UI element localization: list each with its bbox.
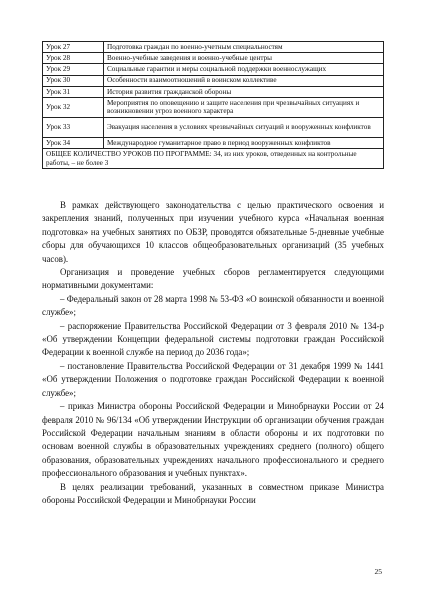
lesson-number: Урок 28 <box>43 53 104 64</box>
lesson-topic: Мероприятия по оповещению и защите населения при чрезвычайных ситуациях и возникновении угроз военного характера <box>104 97 384 117</box>
lesson-topic: Социальные гарантии и меры социальной поддержки военнослужащих <box>104 64 384 75</box>
table-row <box>43 64 384 75</box>
lesson-number: Урок 30 <box>43 75 104 86</box>
paragraph: Организация и проведение учебных сборов регламентируется следующими нормативными документами: <box>42 267 384 291</box>
lesson-topic: Особенности взаимоотношений в воинском коллективе <box>104 75 384 86</box>
lesson-topic: Международное гуманитарное право в период вооруженных конфликтов <box>104 137 384 148</box>
table-row <box>43 117 384 137</box>
lesson-number: Урок 27 <box>43 42 104 53</box>
lesson-topic: История развития гражданской обороны <box>104 86 384 97</box>
total-lessons-cell: ОБЩЕЕ КОЛИЧЕСТВО УРОКОВ ПО ПРОГРАММЕ: 34, из них уроков, отведенных на контрольные работы, – не более 3 <box>43 149 384 169</box>
table-row <box>43 137 384 148</box>
table-row <box>43 42 384 53</box>
lesson-number: Урок 33 <box>43 117 104 137</box>
lesson-topic: Эвакуация населения в условиях чрезвычайных ситуаций и вооруженных конфликтов <box>104 117 384 137</box>
paragraph: В целях реализации требований, указанных в совместном приказе Министра обороны Российской Федерации и Минобрнауки России <box>42 481 384 505</box>
list-item: – приказ Министра обороны Российской Федерации и Минобрнауки России от 24 февраля 2010 № 96/134 «Об утверждении Инструкции об организации обучения граждан Российской Федерации начальным знаниям в области обороны и их подготовки по основам военной службы в образовательных учреждениях среднего (полного) общего образования, образовательных учреждениях начального профессионального и среднего профессионального образования и учебных пунктах». <box>42 401 384 479</box>
lesson-number: Урок 31 <box>43 86 104 97</box>
table-row <box>43 97 384 117</box>
table-row <box>43 75 384 86</box>
list-item: – распоряжение Правительства Российской Федерации от 3 февраля 2010 № 134-р «Об утверждении Концепции федеральной системы подготовки граждан Российской Федерации к военной службе на период до 2036 года»; <box>42 320 384 358</box>
lesson-number: Урок 29 <box>43 64 104 75</box>
body-text <box>42 199 384 507</box>
list-item: – постановление Правительства Российской Федерации от 31 декабря 1999 № 1441 «Об утверждении Положения о подготовке граждан Российской Федерации к военной службе»; <box>42 360 384 398</box>
lesson-topic: Военно-учебные заведения и военно-учебные центры <box>104 53 384 64</box>
page-number: 25 <box>374 567 382 576</box>
lesson-number: Урок 32 <box>43 97 104 117</box>
list-item: – Федеральный закон от 28 марта 1998 № 53-ФЗ «О воинской обязанности и военной службе»; <box>42 293 384 318</box>
paragraph: В рамках действующего законодательства с целью практического освоения и закрепления знаний, полученных при изучении учебного курса «Начальная военная подготовка» на учебных занятиях по ОБЗР, проводятся обязательные 5-дневные учебные сборы для обучающихся 10 классов общеобразовательных организаций (35 учебных часов). <box>42 200 384 264</box>
table-row <box>43 86 384 97</box>
lesson-topic: Подготовка граждан по военно-учетным специальностям <box>104 42 384 53</box>
table-total-row <box>43 149 384 169</box>
lessons-table <box>42 41 384 169</box>
table-row <box>43 53 384 64</box>
lesson-number: Урок 34 <box>43 137 104 148</box>
